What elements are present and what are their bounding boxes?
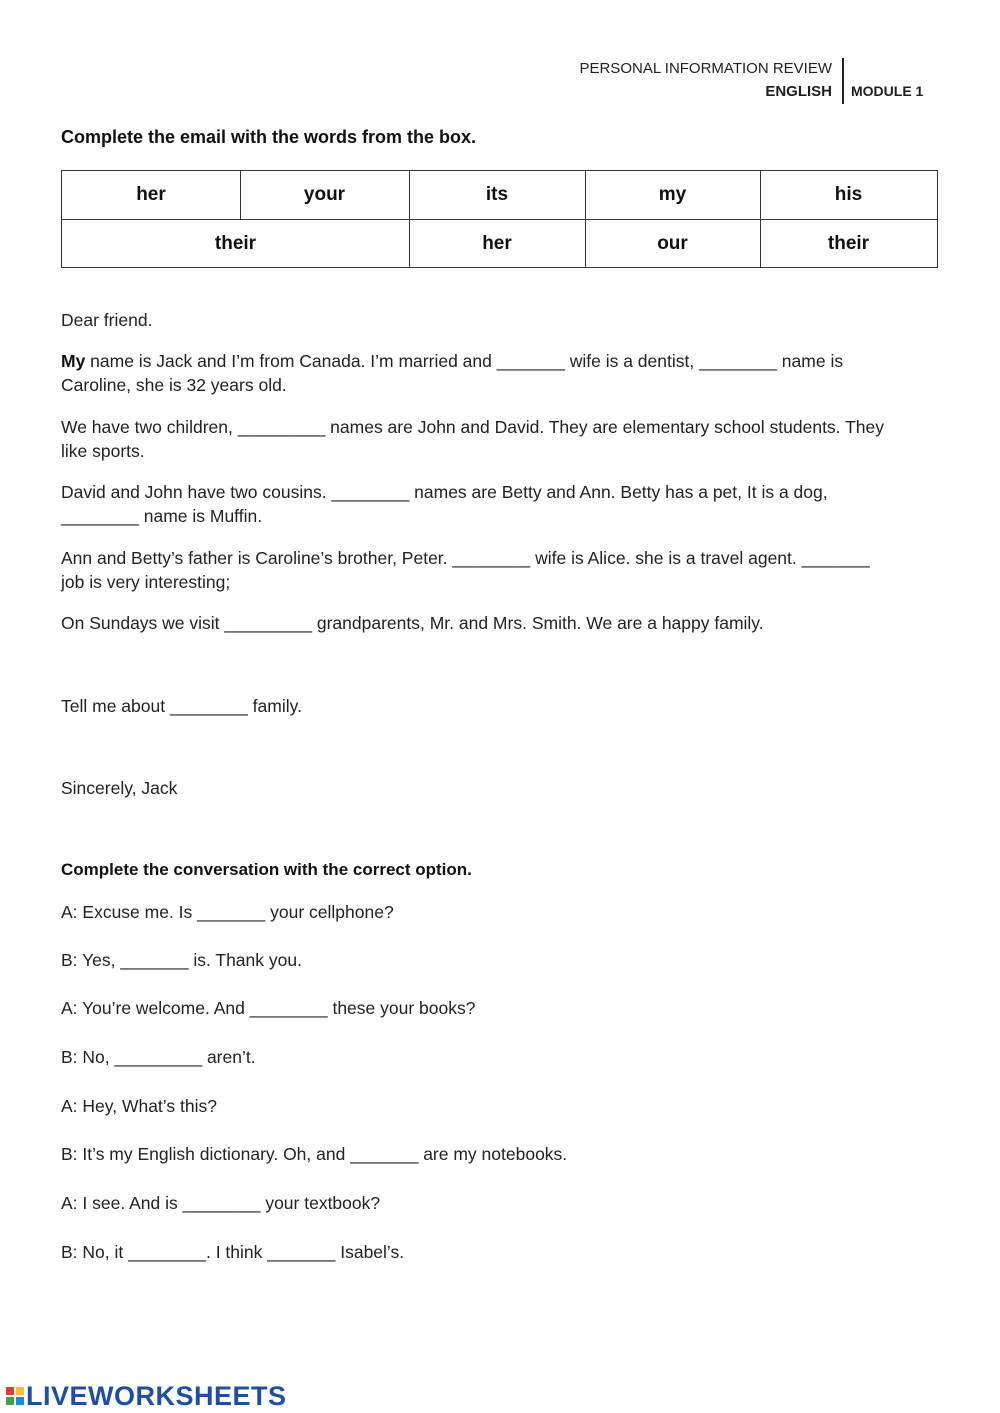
email-instruction: Complete the email with the words from the box. <box>61 127 477 147</box>
email-paragraph <box>61 349 843 373</box>
logo-square <box>6 1397 14 1405</box>
email-bold-word: My <box>61 351 86 371</box>
logo-text: LIVEWORKSHEETS <box>26 1380 287 1411</box>
conversation-line: A: You’re welcome. And ________ these your books? <box>61 998 476 1018</box>
header-module: MODULE 1 <box>851 83 924 99</box>
word-box-cell: her <box>482 232 512 254</box>
logo-mark-icon <box>6 1387 24 1405</box>
word-box-cell: his <box>834 184 863 205</box>
word-box <box>61 170 938 268</box>
conversation-instruction: Complete the conversation with the correct option. <box>61 860 472 879</box>
email-paragraph: Ann and Betty’s father is Caroline’s brother, Peter. ________ wife is Alice. she is a travel agent. _______ <box>61 548 870 568</box>
word-box-cell: its <box>485 184 509 205</box>
email-paragraph: Tell me about ________ family. <box>61 696 302 716</box>
word-box-cell: her <box>136 184 166 205</box>
page-header <box>560 56 940 108</box>
conversation-line: B: No, it ________. I think _______ Isabel’s. <box>61 1242 405 1262</box>
email-greeting: Dear friend. <box>61 310 153 330</box>
header-divider <box>842 58 844 104</box>
logo-square <box>6 1387 14 1395</box>
conversation-line: A: Excuse me. Is _______ your cellphone? <box>61 902 394 922</box>
email-paragraph-cont: job is very interesting; <box>61 572 231 592</box>
word-box-cell: our <box>657 232 688 254</box>
conversation-line: B: It’s my English dictionary. Oh, and _______ are my notebooks. <box>61 1144 568 1164</box>
word-box-cell: their <box>214 232 257 254</box>
logo-square <box>16 1397 24 1405</box>
email-paragraph: We have two children, _________ names are John and David. They are elementary school students. They <box>61 417 884 437</box>
word-box-cell: my <box>658 184 687 205</box>
email-paragraph-cont: Caroline, she is 32 years old. <box>61 375 287 395</box>
liveworksheets-logo[interactable] <box>6 1381 287 1411</box>
email-closing: Sincerely, Jack <box>61 778 178 798</box>
word-box-cell: their <box>827 232 870 254</box>
conversation-line: B: Yes, _______ is. Thank you. <box>61 950 302 970</box>
conversation-line: A: I see. And is ________ your textbook? <box>61 1193 381 1213</box>
logo-square <box>16 1387 24 1395</box>
header-title: PERSONAL INFORMATION REVIEW <box>579 60 832 77</box>
email-paragraph-cont: like sports. <box>61 441 145 461</box>
header-subject: ENGLISH <box>765 83 832 100</box>
email-paragraph-cont: ________ name is Muffin. <box>61 506 263 526</box>
word-box-cell: your <box>303 184 346 205</box>
email-paragraph: David and John have two cousins. ________ names are Betty and Ann. Betty has a pet, It is a dog, <box>61 482 828 502</box>
email-paragraph: On Sundays we visit _________ grandparents, Mr. and Mrs. Smith. We are a happy family. <box>61 613 764 633</box>
conversation-line: B: No, _________ aren’t. <box>61 1047 256 1067</box>
email-text: name is Jack and I’m from Canada. I’m married and _______ wife is a dentist, ________ name is <box>85 351 844 371</box>
conversation-line: A: Hey, What’s this? <box>61 1096 217 1116</box>
